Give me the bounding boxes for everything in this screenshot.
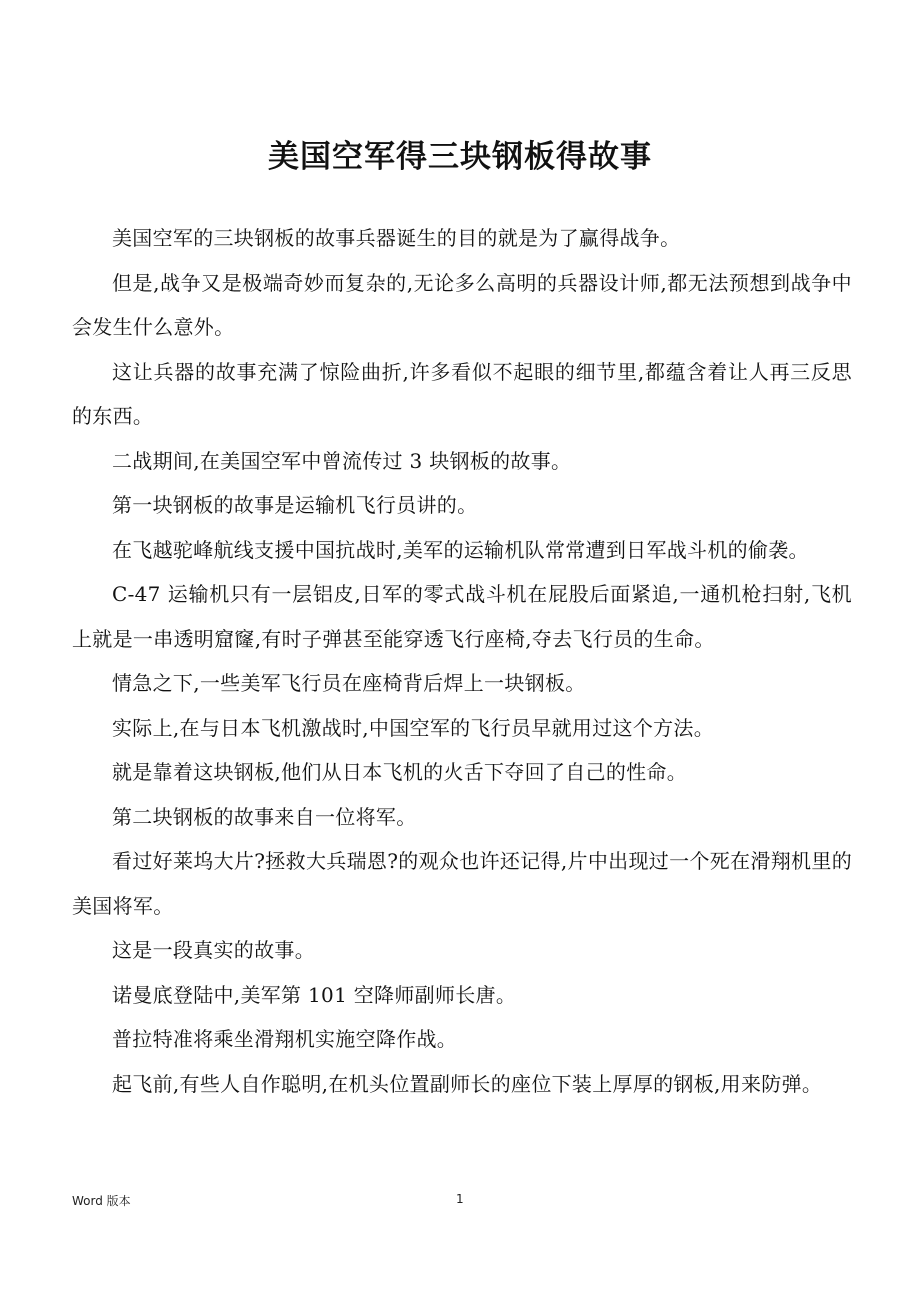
paragraph: 第一块钢板的故事是运输机飞行员讲的。 (112, 493, 478, 517)
paragraph: 就是靠着这块钢板,他们从日本飞机的火舌下夺回了自己的性命。 (112, 760, 688, 784)
paragraph: 这让兵器的故事充满了惊险曲折,许多看似不起眼的细节里,都蕴含着让人再三反思的东西。 (72, 359, 852, 428)
footer-page-number: 1 (456, 1192, 464, 1206)
paragraph: 这是一段真实的故事。 (112, 938, 315, 962)
paragraph: 起飞前,有些人自作聪明,在机头位置副师长的座位下装上厚厚的钢板,用来防弹。 (112, 1071, 823, 1096)
paragraph: 看过好莱坞大片?拯救大兵瑞恩?的观众也许还记得,片中出现过一个死在滑翔机里的美国将军。 (72, 849, 852, 918)
paragraph: C-47 运输机只有一层铝皮,日军的零式战斗机在屁股后面紧追,一通机枪扫射,飞机上就是一串透明窟窿,有时子弹甚至能穿透飞行座椅,夺去飞行员的生命。 (72, 582, 852, 651)
paragraph: 在飞越驼峰航线支援中国抗战时,美军的运输机队常常遭到日军战斗机的偷袭。 (112, 537, 809, 562)
paragraph: 情急之下,一些美军飞行员在座椅背后焊上一块钢板。 (112, 671, 586, 695)
document-body (72, 216, 852, 1106)
paragraph: 但是,战争又是极端奇妙而复杂的,无论多么高明的兵器设计师,都无法预想到战争中会发生什么意外。 (72, 270, 852, 339)
paragraph: 实际上,在与日本飞机激战时,中国空军的飞行员早就用过这个方法。 (112, 715, 715, 740)
paragraph: 二战期间,在美国空军中曾流传过 3 块钢板的故事。 (112, 448, 572, 473)
paragraph: 第二块钢板的故事来自一位将军。 (112, 804, 417, 829)
paragraph: 诺曼底登陆中,美军第 101 空降师副师长唐。 (112, 982, 517, 1007)
paragraph: 普拉特准将乘坐滑翔机实施空降作战。 (112, 1027, 458, 1051)
document-title: 美国空军得三块钢板得故事 (268, 139, 652, 175)
paragraph: 美国空军的三块钢板的故事兵器诞生的目的就是为了赢得战争。 (112, 226, 681, 250)
footer-version-label: Word 版本 (72, 1194, 131, 1208)
